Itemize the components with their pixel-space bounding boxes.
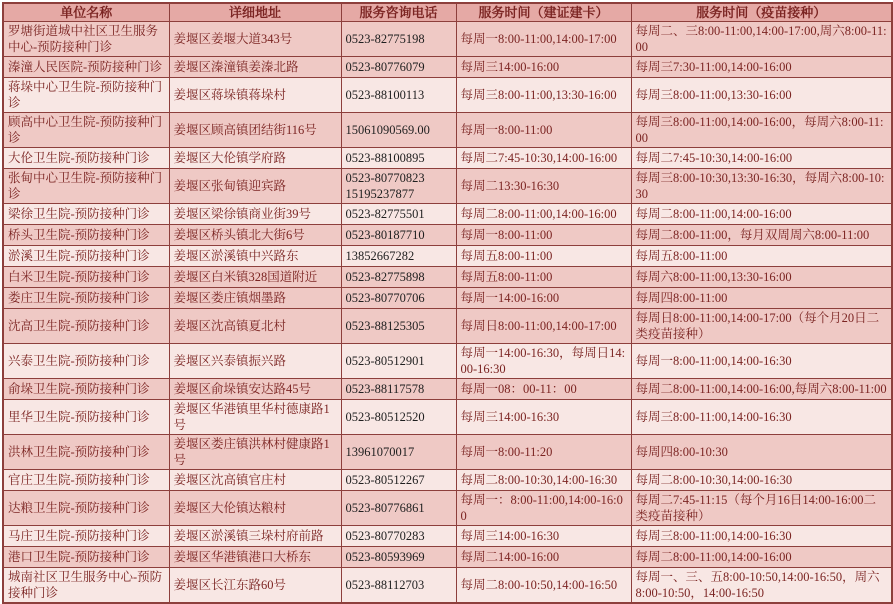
phone-cell [341,379,456,400]
phone-number: 0523-80512520 [345,410,425,424]
table-row [3,400,892,435]
phone-number: 0523-80770706 [345,291,425,305]
address-cell: 姜堰区张甸镇迎宾路 [169,169,341,204]
phone-cell [341,148,456,169]
address-cell: 姜堰区蒋垛镇蒋垛村 [169,78,341,113]
address-cell: 姜堰区顾高镇团结街116号 [169,113,341,148]
vaccine-service-time-cell: 每周三8:00-10:30,13:30-16:30，每周六8:00-10:30 [631,169,892,204]
phone-cell [341,22,456,57]
column-header-4: 服务时间（疫苗接种） [631,3,892,22]
table-row [3,491,892,526]
address-cell: 姜堰区华港镇港口大桥东 [169,547,341,568]
table-row [3,547,892,568]
phone-number: 15061090569.00 [345,123,430,137]
vaccine-service-time-cell: 每周二8:00-11:00,14:00-16:00,每周六8:00-11:00 [631,379,892,400]
phone-number: 13852667282 [345,249,415,263]
address-cell: 姜堰区娄庄镇洪林村健康路1号 [169,435,341,470]
table-row [3,113,892,148]
unit-name-cell: 顾高中心卫生院-预防接种门诊 [3,113,169,148]
vaccine-service-time-cell: 每周日8:00-11:00,14:00-17:00（每个月20日二类疫苗接种） [631,309,892,344]
phone-number: 0523-80512901 [345,354,425,368]
card-service-time-cell: 每周五8:00-11:00 [456,267,631,288]
header-row [3,3,892,22]
table-row [3,204,892,225]
vaccine-service-time-cell: 每周三8:00-11:00,13:30-16:00 [631,78,892,113]
address-cell: 姜堰区溱潼镇姜溱北路 [169,57,341,78]
card-service-time-cell: 每周一14:00-16:30，每周日14:00-16:30 [456,344,631,379]
table-row [3,309,892,344]
phone-number: 0523-80770283 [345,529,425,543]
unit-name-cell: 淤溪卫生院-预防接种门诊 [3,246,169,267]
unit-name-cell: 溱潼人民医院-预防接种门诊 [3,57,169,78]
phone-number: 13961070017 [345,445,415,459]
vaccination-clinic-table [2,2,893,604]
card-service-time-cell: 每周二7:45-10:30,14:00-16:00 [456,148,631,169]
address-cell: 姜堰区俞垛镇安达路45号 [169,379,341,400]
card-service-time-cell: 每周二13:30-16:30 [456,169,631,204]
table-row [3,344,892,379]
vaccine-service-time-cell: 每周二、三8:00-11:00,14:00-17:00,周六8:00-11:00 [631,22,892,57]
address-cell: 姜堰区白米镇328国道附近 [169,267,341,288]
card-service-time-cell: 每周一8:00-11:00 [456,225,631,246]
table-row [3,148,892,169]
address-cell: 姜堰区娄庄镇烟墨路 [169,288,341,309]
vaccine-service-time-cell: 每周一、三、五8:00-10:50,14:00-16:50，周六8:00-10:50，14:00-16:50 [631,568,892,604]
vaccine-service-time-cell: 每周六8:00-11:00,13:30-16:00 [631,267,892,288]
unit-name-cell: 里华卫生院-预防接种门诊 [3,400,169,435]
phone-number: 0523-82775198 [345,32,425,46]
phone-number: 0523-80512267 [345,473,425,487]
column-header-1: 详细地址 [169,3,341,22]
unit-name-cell: 罗塘街道城中社区卫生服务中心-预防接种门诊 [3,22,169,57]
table-row [3,246,892,267]
phone-number: 0523-88100113 [345,88,425,102]
vaccine-service-time-cell: 每周四8:00-10:30 [631,435,892,470]
card-service-time-cell: 每周二8:00-11:00,14:00-16:00 [456,204,631,225]
unit-name-cell: 官庄卫生院-预防接种门诊 [3,470,169,491]
unit-name-cell: 白米卫生院-预防接种门诊 [3,267,169,288]
unit-name-cell: 梁徐卫生院-预防接种门诊 [3,204,169,225]
vaccine-service-time-cell: 每周三8:00-11:00,14:00-16:30 [631,400,892,435]
phone-cell [341,288,456,309]
table-row [3,78,892,113]
unit-name-cell: 桥头卫生院-预防接种门诊 [3,225,169,246]
unit-name-cell: 大伦卫生院-预防接种门诊 [3,148,169,169]
phone-cell [341,169,456,204]
vaccine-service-time-cell: 每周一8:00-11:00,14:00-16:30 [631,344,892,379]
phone-cell [341,267,456,288]
table-body [3,22,892,604]
phone-cell [341,491,456,526]
address-cell: 姜堰区大伦镇学府路 [169,148,341,169]
address-cell: 姜堰区姜堰大道343号 [169,22,341,57]
phone-cell [341,57,456,78]
phone-number: 0523-80187710 [345,228,425,242]
phone-cell [341,113,456,148]
table-row [3,22,892,57]
address-cell: 姜堰区淤溪镇三垛村府前路 [169,526,341,547]
table-row [3,568,892,604]
phone-cell [341,344,456,379]
address-cell: 姜堰区沈高镇夏北村 [169,309,341,344]
address-cell: 姜堰区沈高镇官庄村 [169,470,341,491]
address-cell: 姜堰区淤溪镇中兴路东 [169,246,341,267]
table-row [3,267,892,288]
vaccine-service-time-cell: 每周三8:00-11:00,14:00-16:00，每周六8:00-11:00 [631,113,892,148]
address-cell: 姜堰区华港镇里华村德康路1号 [169,400,341,435]
vaccine-service-time-cell: 每周二8:00-11:00,14:00-16:00 [631,547,892,568]
card-service-time-cell: 每周一8:00-11:20 [456,435,631,470]
card-service-time-cell: 每周二8:00-10:30,14:00-16:30 [456,470,631,491]
unit-name-cell: 港口卫生院-预防接种门诊 [3,547,169,568]
column-header-0: 单位名称 [3,3,169,22]
card-service-time-cell: 每周日8:00-11:00,14:00-17:00 [456,309,631,344]
phone-cell [341,568,456,604]
unit-name-cell: 洪林卫生院-预防接种门诊 [3,435,169,470]
phone-number: 0523-88112703 [345,578,425,592]
card-service-time-cell: 每周一14:00-16:00 [456,288,631,309]
vaccine-service-time-cell: 每周二7:45-10:30,14:00-16:00 [631,148,892,169]
table-row [3,526,892,547]
unit-name-cell: 兴泰卫生院-预防接种门诊 [3,344,169,379]
phone-number: 0523-88117578 [345,382,425,396]
phone-cell [341,78,456,113]
phone-number: 0523-82775898 [345,270,425,284]
unit-name-cell: 沈高卫生院-预防接种门诊 [3,309,169,344]
phone-cell [341,435,456,470]
vaccine-service-time-cell: 每周二8:00-10:30,14:00-16:30 [631,470,892,491]
vaccine-service-time-cell: 每周四8:00-11:00 [631,288,892,309]
phone-number: 0523-80593969 [345,550,425,564]
card-service-time-cell: 每周二8:00-10:50,14:00-16:50 [456,568,631,604]
phone-number: 0523-80770823 [345,171,425,185]
phone-number: 0523-80776079 [345,60,425,74]
phone-cell [341,526,456,547]
table-row [3,225,892,246]
phone-number: 15195237877 [345,187,415,201]
table-header [3,3,892,22]
table-row [3,288,892,309]
card-service-time-cell: 每周一8:00-11:00,14:00-17:00 [456,22,631,57]
column-header-2: 服务咨询电话 [341,3,456,22]
card-service-time-cell: 每周一：8:00-11:00,14:00-16:00 [456,491,631,526]
vaccine-service-time-cell: 每周二8:00-11:00，每月双周周六8:00-11:00 [631,225,892,246]
table-row [3,57,892,78]
unit-name-cell: 张甸中心卫生院-预防接种门诊 [3,169,169,204]
card-service-time-cell: 每周三14:00-16:30 [456,400,631,435]
card-service-time-cell: 每周三14:00-16:00 [456,57,631,78]
phone-number: 0523-88100895 [345,151,425,165]
card-service-time-cell: 每周五8:00-11:00 [456,246,631,267]
phone-cell [341,547,456,568]
card-service-time-cell: 每周二14:00-16:00 [456,547,631,568]
card-service-time-cell: 每周一8:00-11:00 [456,113,631,148]
card-service-time-cell: 每周三14:00-16:30 [456,526,631,547]
phone-cell [341,309,456,344]
card-service-time-cell: 每周三8:00-11:00,13:30-16:00 [456,78,631,113]
vaccine-service-time-cell: 每周五8:00-11:00 [631,246,892,267]
unit-name-cell: 俞垛卫生院-预防接种门诊 [3,379,169,400]
phone-number: 0523-88125305 [345,319,425,333]
unit-name-cell: 马庄卫生院-预防接种门诊 [3,526,169,547]
card-service-time-cell: 每周一08：00-11：00 [456,379,631,400]
address-cell: 姜堰区梁徐镇商业街39号 [169,204,341,225]
table-row [3,379,892,400]
phone-cell [341,246,456,267]
column-header-3: 服务时间（建证建卡） [456,3,631,22]
table-row [3,470,892,491]
vaccine-service-time-cell: 每周三7:30-11:00,14:00-16:00 [631,57,892,78]
table-row [3,169,892,204]
address-cell: 姜堰区兴泰镇振兴路 [169,344,341,379]
unit-name-cell: 娄庄卫生院-预防接种门诊 [3,288,169,309]
address-cell: 姜堰区大伦镇达粮村 [169,491,341,526]
address-cell: 姜堰区桥头镇北大街6号 [169,225,341,246]
vaccine-service-time-cell: 每周三8:00-11:00,14:00-16:30 [631,526,892,547]
table-row [3,435,892,470]
phone-cell [341,225,456,246]
address-cell: 姜堰区长江东路60号 [169,568,341,604]
phone-number: 0523-82775501 [345,207,425,221]
phone-cell [341,470,456,491]
phone-cell [341,204,456,225]
unit-name-cell: 蒋垛中心卫生院-预防接种门诊 [3,78,169,113]
unit-name-cell: 城南社区卫生服务中心-预防接种门诊 [3,568,169,604]
vaccine-service-time-cell: 每周二8:00-11:00,14:00-16:00 [631,204,892,225]
vaccine-service-time-cell: 每周二7:45-11:15（每个月16日14:00-16:00二类疫苗接种） [631,491,892,526]
phone-cell [341,400,456,435]
phone-number: 0523-80776861 [345,501,425,515]
unit-name-cell: 达粮卫生院-预防接种门诊 [3,491,169,526]
